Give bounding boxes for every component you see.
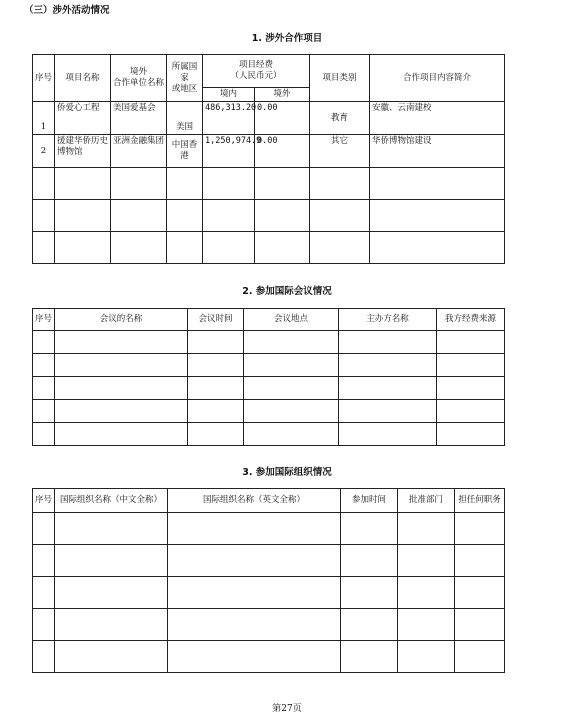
- header-meeting-time: 会议时间: [188, 309, 244, 331]
- cell-domestic: 486,313.20: [203, 102, 255, 135]
- table-row: [33, 135, 505, 168]
- header-overseas: 境外: [255, 88, 310, 102]
- section2-title: 2. 参加国际会议情况: [242, 286, 332, 297]
- header-host: 主办方名称: [339, 309, 437, 331]
- header-funds: 项目经费 （人民币元）: [203, 55, 310, 88]
- cell-summary: 华侨博物馆建设: [370, 135, 505, 168]
- cell-project-name: 侨爱心工程: [55, 102, 111, 135]
- header-project-name: 项目名称: [55, 55, 111, 102]
- page-number: 第27页: [272, 704, 302, 714]
- header-summary: 合作项目内容简介: [370, 55, 505, 102]
- header-meeting-name: 会议的名称: [55, 309, 188, 331]
- table-row: [33, 168, 505, 200]
- table-row: [33, 200, 505, 232]
- table-row: [33, 102, 505, 135]
- cooperation-projects-table: [32, 54, 505, 264]
- cell-overseas: 0.00: [255, 102, 310, 135]
- header-seq: 序号: [33, 489, 55, 513]
- table-row: [33, 641, 505, 673]
- table-row: [33, 232, 505, 264]
- cell-country: 美国: [167, 102, 203, 135]
- cell-seq: 2: [33, 135, 55, 168]
- table-row: [33, 513, 505, 545]
- cell-overseas: 0.00: [255, 135, 310, 168]
- cell-category: 教育: [310, 102, 370, 135]
- header-approval-dept: 批准部门: [398, 489, 455, 513]
- header-country: 所属国家 或地区: [167, 55, 203, 102]
- header-funding: 我方经费来源: [437, 309, 505, 331]
- table-row: [33, 577, 505, 609]
- cell-summary: 安徽、云南建校: [370, 102, 505, 135]
- table-row: [33, 331, 505, 354]
- section-heading: （三）涉外活动情况: [24, 5, 110, 16]
- header-org-name-cn: 国际组织名称（中文全称）: [55, 489, 168, 513]
- international-meetings-table: [32, 308, 505, 446]
- header-category: 项目类别: [310, 55, 370, 102]
- header-position: 担任何职务: [455, 489, 505, 513]
- table-row: [33, 377, 505, 400]
- header-domestic: 境内: [203, 88, 255, 102]
- table-row: [33, 545, 505, 577]
- header-seq: 序号: [33, 309, 55, 331]
- section3-title: 3. 参加国际组织情况: [242, 467, 332, 478]
- cell-seq: 1: [33, 102, 55, 135]
- section1-title: 1. 涉外合作项目: [251, 33, 323, 44]
- table-row: [33, 400, 505, 423]
- header-partner: 境外 合作单位名称: [111, 55, 167, 102]
- cell-project-name: 援建华侨历史博物馆: [55, 135, 111, 168]
- table-row: [33, 423, 505, 446]
- cell-domestic: 1,250,974.9: [203, 135, 255, 168]
- header-meeting-place: 会议地点: [244, 309, 339, 331]
- cell-category: 其它: [310, 135, 370, 168]
- cell-partner: 亚洲金融集团: [111, 135, 167, 168]
- cell-country: 中国香港: [167, 135, 203, 168]
- header-org-name-en: 国际组织名称（英文全称）: [168, 489, 341, 513]
- cell-partner: 美国爱基会: [111, 102, 167, 135]
- header-seq: 序号: [33, 55, 55, 102]
- header-join-time: 参加时间: [341, 489, 398, 513]
- table-row: [33, 354, 505, 377]
- international-organizations-table: [32, 488, 505, 673]
- table-row: [33, 609, 505, 641]
